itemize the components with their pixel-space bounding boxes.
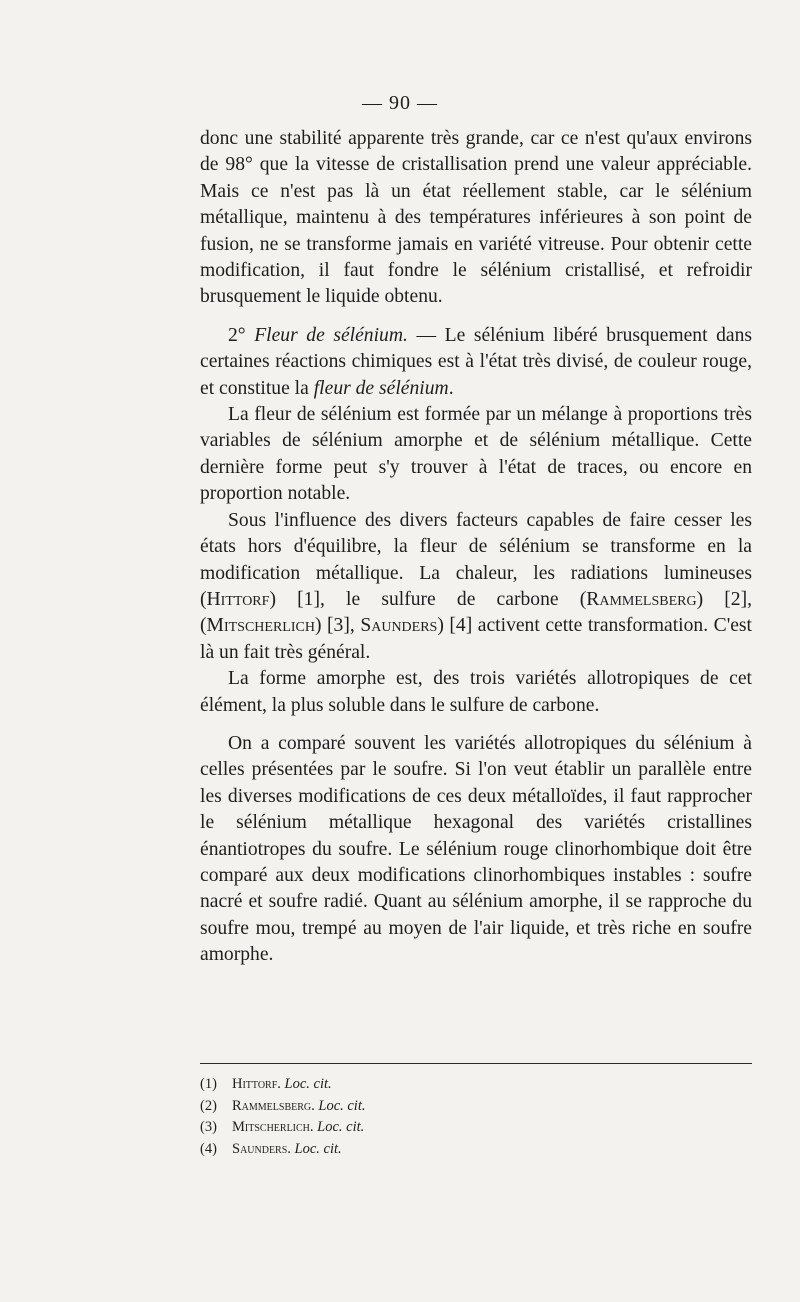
author-rammelsberg: Rammelsberg bbox=[586, 588, 697, 610]
paragraph-4-text-3: ) [2], ( bbox=[200, 588, 753, 637]
term-fleur-de-selenium: fleur de sélénium bbox=[313, 377, 449, 399]
author-mitscherlich: Mitscherlich bbox=[206, 615, 315, 637]
footnote bbox=[200, 1117, 752, 1139]
footnote bbox=[200, 1139, 752, 1161]
footnote-author: Hittorf. bbox=[232, 1076, 281, 1092]
footnote-author: Saunders. bbox=[232, 1140, 291, 1157]
paragraph-4-text-1: Sous l'influence des divers facteurs capables de faire cesser les états hors d'équilibre, la fleur de sélénium se transforme en la modification métallique. La chaleur, les radiations lumineuses ( bbox=[200, 509, 752, 610]
paragraph-6: On a comparé souvent les variétés allotropiques du sélénium à celles présentées par le soufre. Si l'on veut établir un parallèle entre les diverses modifications de ces deux métalloïdes, il faut rapprocher le sélénium métallique hexagonal des variétés cristallines énantiotropes du soufre. Le sélénium rouge clinorhombique doit être comparé aux deux modifications clinorhombiques instables : soufre nacré et soufre radié. Quant au sélénium amorphe, il se rapproche du soufre mou, trempé au moyen de l'air liquide, et très riche en soufre amorphe. bbox=[200, 732, 752, 966]
paragraph-2-end: . bbox=[448, 377, 454, 399]
paragraph-5: La forme amorphe est, des trois variétés allotropiques de cet élément, la plus soluble dans le sulfure de carbone. bbox=[200, 668, 752, 716]
footnote bbox=[200, 1096, 752, 1118]
footnotes bbox=[200, 1074, 752, 1160]
paragraph-4-text-5: ) [4] activent cette transformation. C'est là un fait très général. bbox=[200, 615, 752, 663]
footnote-divider bbox=[200, 1063, 752, 1064]
footnote-ref: Loc. cit. bbox=[318, 1097, 366, 1114]
section-number: 2° bbox=[228, 324, 246, 346]
footnote-number: (4) bbox=[200, 1140, 217, 1157]
footnote-author: Rammelsberg. bbox=[232, 1097, 315, 1114]
footnote-number: (2) bbox=[200, 1097, 217, 1114]
page-number: — 90 — bbox=[362, 92, 438, 114]
section-title: Fleur de sélénium. bbox=[254, 324, 408, 346]
footnote-author: Mitscherlich. bbox=[232, 1119, 314, 1135]
footnote-ref: Loc. cit. bbox=[317, 1119, 365, 1135]
paragraph-4-text-2: ) [1], le sulfure de carbone ( bbox=[269, 588, 587, 610]
footnote-number: (1) bbox=[200, 1076, 217, 1092]
author-saunders: Saunders bbox=[360, 615, 438, 637]
footnote-number: (3) bbox=[200, 1119, 217, 1135]
paragraph-4-text-4: ) [3], bbox=[314, 615, 355, 637]
paragraph-2-text: — Le sélénium libéré brusquement dans certaines réactions chimiques est à l'état très divisé, de couleur rouge, et constitue la bbox=[200, 324, 752, 399]
footnote bbox=[200, 1074, 752, 1096]
paragraph-1: donc une stabilité apparente très grande, car ce n'est qu'aux environs de 98° que la vitesse de cristallisation prend une valeur appréciable. Mais ce n'est pas là un état réellement stable, car le sélénium métallique, maintenu à des températures inférieures à son point de fusion, ne se transforme jamais en variété vitreuse. Pour obtenir cette modification, il faut fondre le sélénium cristallisé, et refroidir brusquement le liquide obtenu. bbox=[200, 128, 752, 308]
footnote-ref: Loc. cit. bbox=[284, 1076, 332, 1092]
footnote-ref: Loc. cit. bbox=[294, 1140, 342, 1157]
paragraph-2 bbox=[200, 323, 752, 402]
paragraph-3: La fleur de sélénium est formée par un mélange à proportions très variables de sélénium amorphe et de sélénium métallique. Cette dernière forme peut s'y trouver à l'état de traces, ou encore en proportion notable. bbox=[200, 404, 752, 505]
paragraph-4 bbox=[200, 508, 752, 666]
body-text bbox=[200, 126, 752, 969]
author-hittorf: Hittorf bbox=[206, 588, 270, 610]
